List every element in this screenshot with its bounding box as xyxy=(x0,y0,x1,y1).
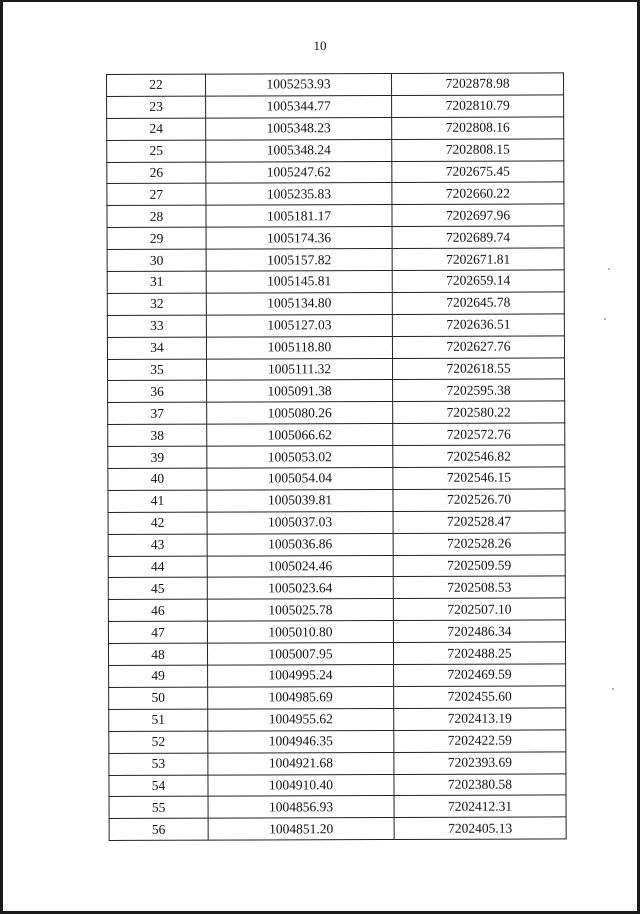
table-row xyxy=(108,554,565,577)
point-number-cell: 22 xyxy=(107,74,206,96)
y-coordinate-cell: 7202486.34 xyxy=(393,620,565,642)
point-number-cell: 51 xyxy=(109,709,208,731)
table-row xyxy=(107,336,564,359)
point-number-cell: 38 xyxy=(108,424,207,446)
table-row xyxy=(109,752,566,775)
table-row xyxy=(108,445,565,468)
x-coordinate-cell: 1005010.80 xyxy=(207,621,393,644)
table-row xyxy=(109,773,566,796)
point-number-cell: 50 xyxy=(109,687,208,709)
x-coordinate-cell: 1004910.40 xyxy=(208,774,394,797)
y-coordinate-cell: 7202660.22 xyxy=(392,182,564,204)
point-number-cell: 44 xyxy=(108,556,207,578)
coordinates-table-container xyxy=(106,72,566,841)
table-row xyxy=(108,423,565,446)
x-coordinate-cell: 1005247.62 xyxy=(206,161,392,184)
x-coordinate-cell: 1005134.80 xyxy=(206,292,392,315)
x-coordinate-cell: 1005036.86 xyxy=(207,533,393,556)
x-coordinate-cell: 1004856.93 xyxy=(208,796,394,819)
y-coordinate-cell: 7202380.58 xyxy=(394,773,566,795)
x-coordinate-cell: 1005348.24 xyxy=(206,139,392,162)
table-row xyxy=(107,117,564,140)
y-coordinate-cell: 7202675.45 xyxy=(392,160,564,182)
y-coordinate-cell: 7202455.60 xyxy=(394,686,566,708)
point-number-cell: 48 xyxy=(108,643,207,665)
point-number-cell: 26 xyxy=(107,162,206,184)
y-coordinate-cell: 7202413.19 xyxy=(394,708,566,730)
y-coordinate-cell: 7202689.74 xyxy=(392,226,564,248)
x-coordinate-cell: 1005039.81 xyxy=(207,489,393,512)
table-row xyxy=(109,664,566,687)
y-coordinate-cell: 7202393.69 xyxy=(394,752,566,774)
y-coordinate-cell: 7202572.76 xyxy=(393,423,565,445)
point-number-cell: 35 xyxy=(107,359,206,381)
point-number-cell: 52 xyxy=(109,731,208,753)
y-coordinate-cell: 7202645.78 xyxy=(392,292,564,314)
point-number-cell: 31 xyxy=(107,271,206,293)
point-number-cell: 33 xyxy=(107,315,206,337)
x-coordinate-cell: 1005111.32 xyxy=(206,358,392,381)
y-coordinate-cell: 7202405.13 xyxy=(394,817,566,839)
x-coordinate-cell: 1005348.23 xyxy=(206,117,392,140)
x-coordinate-cell: 1005118.80 xyxy=(206,336,392,359)
scan-border-left xyxy=(0,0,3,914)
y-coordinate-cell: 7202469.59 xyxy=(394,664,566,686)
y-coordinate-cell: 7202422.59 xyxy=(394,730,566,752)
y-coordinate-cell: 7202878.98 xyxy=(392,73,564,95)
point-number-cell: 25 xyxy=(107,140,206,162)
y-coordinate-cell: 7202627.76 xyxy=(392,336,564,358)
x-coordinate-cell: 1005066.62 xyxy=(207,424,393,447)
point-number-cell: 27 xyxy=(107,184,206,206)
table-row xyxy=(107,139,564,162)
x-coordinate-cell: 1005145.81 xyxy=(206,271,392,294)
y-coordinate-cell: 7202507.10 xyxy=(393,598,565,620)
point-number-cell: 41 xyxy=(108,490,207,512)
y-coordinate-cell: 7202808.15 xyxy=(392,139,564,161)
table-row xyxy=(108,401,565,424)
x-coordinate-cell: 1005053.02 xyxy=(207,446,393,469)
table-row xyxy=(107,160,564,183)
x-coordinate-cell: 1005127.03 xyxy=(206,314,392,337)
point-number-cell: 49 xyxy=(109,665,208,687)
x-coordinate-cell: 1005157.82 xyxy=(206,249,392,272)
table-row xyxy=(107,95,564,118)
table-row xyxy=(109,686,566,709)
point-number-cell: 29 xyxy=(107,227,206,249)
point-number-cell: 34 xyxy=(107,337,206,359)
x-coordinate-cell: 1004851.20 xyxy=(208,818,394,841)
table-row xyxy=(107,204,564,227)
scan-border-top xyxy=(0,0,640,2)
x-coordinate-cell: 1004921.68 xyxy=(208,752,394,775)
y-coordinate-cell: 7202508.53 xyxy=(393,576,565,598)
x-coordinate-cell: 1004985.69 xyxy=(208,686,394,709)
point-number-cell: 24 xyxy=(107,118,206,140)
y-coordinate-cell: 7202697.96 xyxy=(392,204,564,226)
table-row xyxy=(107,182,564,205)
table-row xyxy=(107,226,564,249)
table-row xyxy=(108,642,565,665)
y-coordinate-cell: 7202595.38 xyxy=(393,379,565,401)
table-row xyxy=(109,708,566,731)
x-coordinate-cell: 1005174.36 xyxy=(206,227,392,250)
x-coordinate-cell: 1004995.24 xyxy=(208,665,394,688)
y-coordinate-cell: 7202636.51 xyxy=(392,314,564,336)
table-row xyxy=(109,795,566,818)
table-row xyxy=(108,489,565,512)
x-coordinate-cell: 1004955.62 xyxy=(208,708,394,731)
table-row xyxy=(108,533,565,556)
point-number-cell: 28 xyxy=(107,205,206,227)
x-coordinate-cell: 1005054.04 xyxy=(207,468,393,491)
table-row xyxy=(109,817,566,840)
table-row xyxy=(107,357,564,380)
y-coordinate-cell: 7202580.22 xyxy=(393,401,565,423)
point-number-cell: 56 xyxy=(109,818,208,840)
table-row xyxy=(108,620,565,643)
table-row xyxy=(109,730,566,753)
y-coordinate-cell: 7202528.26 xyxy=(393,533,565,555)
y-coordinate-cell: 7202546.15 xyxy=(393,467,565,489)
point-number-cell: 36 xyxy=(108,381,207,403)
x-coordinate-cell: 1005181.17 xyxy=(206,205,392,228)
x-coordinate-cell: 1005037.03 xyxy=(207,511,393,534)
point-number-cell: 23 xyxy=(107,96,206,118)
y-coordinate-cell: 7202412.31 xyxy=(394,795,566,817)
coordinates-table xyxy=(106,72,567,841)
x-coordinate-cell: 1005080.26 xyxy=(207,402,393,425)
point-number-cell: 37 xyxy=(108,403,207,425)
x-coordinate-cell: 1005235.83 xyxy=(206,183,392,206)
x-coordinate-cell: 1005344.77 xyxy=(206,95,392,118)
point-number-cell: 32 xyxy=(107,293,206,315)
table-row xyxy=(107,248,564,271)
point-number-cell: 42 xyxy=(108,512,207,534)
table-row xyxy=(108,379,565,402)
y-coordinate-cell: 7202618.55 xyxy=(392,357,564,379)
point-number-cell: 43 xyxy=(108,534,207,556)
y-coordinate-cell: 7202808.16 xyxy=(392,117,564,139)
table-row xyxy=(108,467,565,490)
table-row xyxy=(108,598,565,621)
table-row xyxy=(108,576,565,599)
x-coordinate-cell: 1005024.46 xyxy=(207,555,393,578)
y-coordinate-cell: 7202659.14 xyxy=(392,270,564,292)
x-coordinate-cell: 1005025.78 xyxy=(207,599,393,622)
x-coordinate-cell: 1005023.64 xyxy=(207,577,393,600)
point-number-cell: 54 xyxy=(109,775,208,797)
y-coordinate-cell: 7202546.82 xyxy=(393,445,565,467)
y-coordinate-cell: 7202810.79 xyxy=(392,95,564,117)
y-coordinate-cell: 7202671.81 xyxy=(392,248,564,270)
scan-speck xyxy=(604,318,606,320)
x-coordinate-cell: 1005007.95 xyxy=(207,643,393,666)
page-number: 10 xyxy=(313,38,327,53)
point-number-cell: 53 xyxy=(109,753,208,775)
point-number-cell: 40 xyxy=(108,468,207,490)
y-coordinate-cell: 7202509.59 xyxy=(393,554,565,576)
point-number-cell: 45 xyxy=(108,578,207,600)
point-number-cell: 30 xyxy=(107,249,206,271)
table-row xyxy=(107,292,564,315)
x-coordinate-cell: 1004946.35 xyxy=(208,730,394,753)
x-coordinate-cell: 1005091.38 xyxy=(207,380,393,403)
coordinates-table-body xyxy=(107,73,567,841)
point-number-cell: 39 xyxy=(108,446,207,468)
y-coordinate-cell: 7202488.25 xyxy=(393,642,565,664)
table-row xyxy=(108,511,565,534)
point-number-cell: 46 xyxy=(108,600,207,622)
y-coordinate-cell: 7202528.47 xyxy=(393,511,565,533)
x-coordinate-cell: 1005253.93 xyxy=(206,74,392,97)
y-coordinate-cell: 7202526.70 xyxy=(393,489,565,511)
table-row xyxy=(107,73,564,96)
table-row xyxy=(107,314,564,337)
table-row xyxy=(107,270,564,293)
point-number-cell: 47 xyxy=(108,621,207,643)
point-number-cell: 55 xyxy=(109,797,208,819)
scan-speck xyxy=(612,688,614,690)
scan-speck xyxy=(608,268,610,270)
